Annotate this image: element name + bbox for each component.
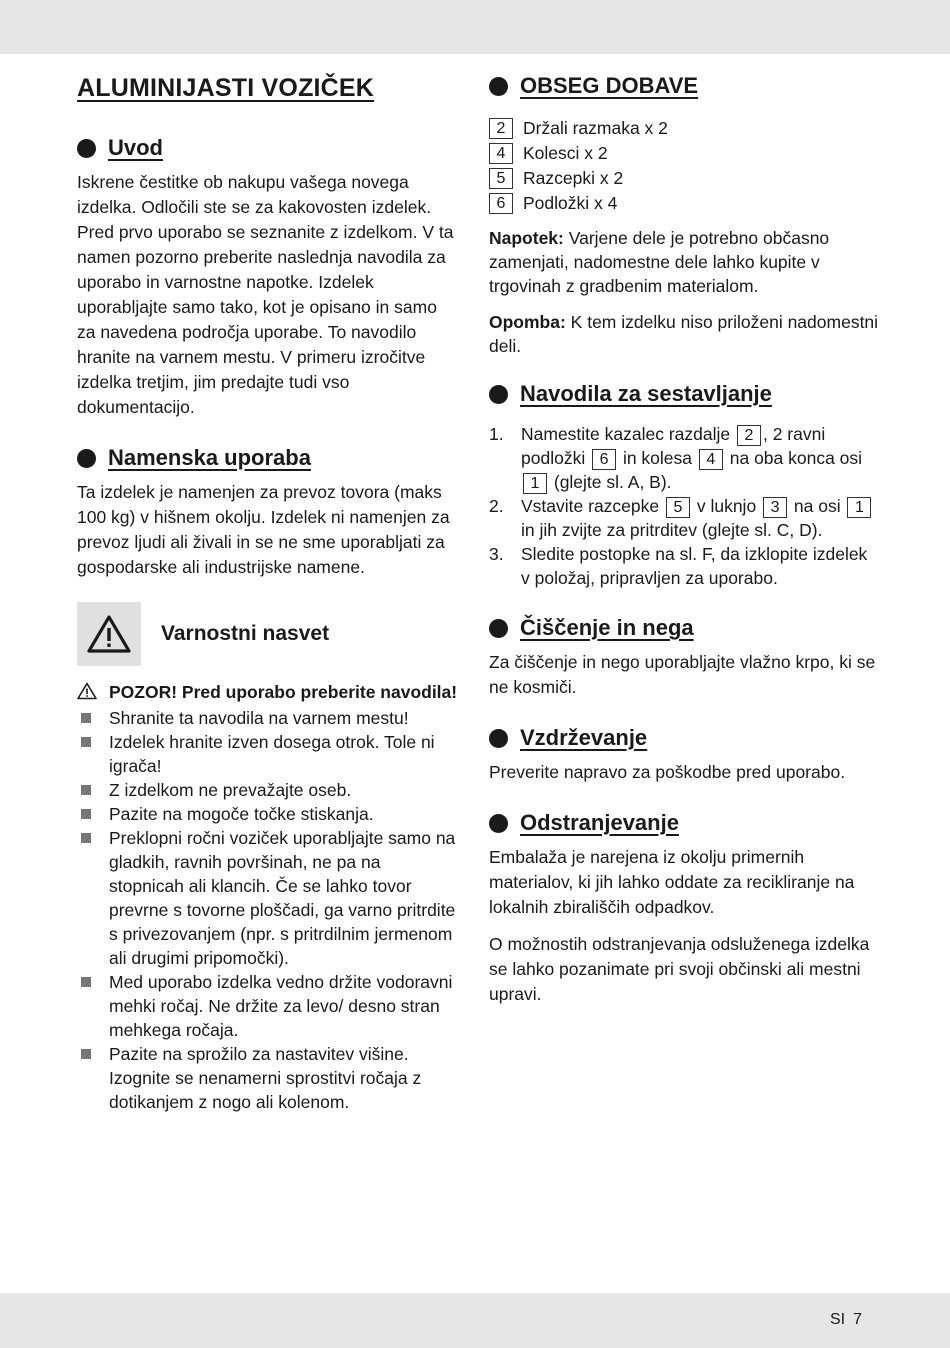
header-band (0, 0, 950, 54)
assembly-steps (489, 422, 879, 590)
heading-navodila-text: Navodila za sestavljanje (520, 381, 772, 406)
heading-obseg-text: OBSEG DOBAVE (520, 73, 699, 98)
square-bullet-icon (77, 826, 109, 970)
part-number-box: 1 (847, 497, 871, 518)
heading-vzdrzevanje (489, 722, 879, 754)
list-item-text: Med uporabo izdelka vedno držite vodoravni mehki ročaj. Ne držite za levo/ desno stran mehkega ročaja. (109, 972, 453, 1040)
heading-namenska-uporaba (77, 442, 459, 474)
varnostni-nasvet-heading: Varnostni nasvet (161, 622, 330, 645)
heading-uvod (77, 132, 459, 164)
part-item (489, 141, 879, 166)
square-bullet-icon (77, 802, 109, 826)
bullet-dot-icon (77, 139, 96, 158)
odstranjevanje-text-1: Embalaža je narejena iz okolju primernih materialov, ki jih lahko oddate za recikliranje na lokalnih zbirališčih odpadkov. (489, 847, 855, 917)
vzdrzevanje-text: Preverite napravo za poškodbe pred uporabo. (489, 762, 846, 782)
part-number-box: 2 (737, 425, 761, 446)
list-item-text: Preklopni ročni voziček uporabljajte samo na gladkih, ravnih površinah, ne pa na stopnicah ali klancih. Če se lahko tovor prevrne s tovorne ploščadi, ga varno pritrdite s privezovanjem (npr. s pritrdilnim jermenom ali drugimi pripomočki). (109, 828, 456, 968)
uvod-text: Iskrene čestitke ob nakupu vašega novega izdelka. Odločili ste se za kakovosten izdelek. Pred prvo uporabo se seznanite z izdelkom. V ta namen pozorno preberite naslednja navodila za uporabo in varnostne napotke. Izdelek uporabljajte samo tako, kot je opisano in samo za navedena področja uporabe. To navodilo hranite na varnem mestu. V primeru izročitve izdelka tretjim, jim predajte tudi vso dokumentacijo. (77, 172, 454, 417)
footer-language: SI (829, 1311, 846, 1328)
pozor-warning (77, 680, 459, 706)
part-number-box: 4 (489, 143, 513, 164)
list-item-text: Z izdelkom ne prevažajte oseb. (109, 780, 352, 800)
part-number-box: 5 (489, 168, 513, 189)
list-item-text: Pazite na mogoče točke stiskanja. (109, 804, 374, 824)
part-number-box: 6 (489, 193, 513, 214)
odstranjevanje-text-2: O možnostih odstranjevanja odsluženega izdelka se lahko pozanimate pri svoji občinski ali mestni upravi. (489, 934, 870, 1004)
heading-navodila (489, 378, 879, 410)
section-ciscenje (489, 612, 879, 700)
heading-odstranjevanje-text: Odstranjevanje (520, 810, 679, 835)
section-uvod (77, 132, 459, 420)
step-number: 1. (489, 424, 504, 444)
bullet-dot-icon (489, 729, 508, 748)
bullet-dot-icon (489, 619, 508, 638)
part-item (489, 166, 879, 191)
list-item (77, 1042, 459, 1114)
step-fragment: in jih zvijte za pritrditev (glejte sl. C, D). (521, 520, 823, 540)
heading-uvod-text: Uvod (108, 135, 163, 160)
step-2 (489, 494, 879, 542)
safety-list (77, 706, 459, 1114)
step-fragment: (glejte sl. A, B). (549, 472, 672, 492)
part-text: Držali razmaka x 2 (523, 118, 668, 138)
section-varnostni-nasvet (77, 602, 459, 1114)
list-item (77, 778, 459, 802)
step-fragment: , 2 ravni podložki (521, 424, 826, 468)
napotek-text: Varjene dele je potrebno občasno zamenjati, nadomestne dele lahko kupite v trgovinah z gradbenim materialom. (489, 228, 830, 296)
opomba-label: Opomba: (489, 312, 566, 332)
step-text: Sledite postopke na sl. F, da izklopite izdelek v položaj, pripravljen za uporabo. (521, 544, 868, 588)
part-number-box: 5 (666, 497, 690, 518)
bullet-dot-icon (489, 77, 508, 96)
step-fragment: Vstavite razcepke (521, 496, 664, 516)
part-item (489, 191, 879, 216)
warning-triangle-icon (77, 602, 141, 666)
step-fragment: na osi (789, 496, 846, 516)
step-1 (489, 422, 879, 494)
part-number-box: 6 (592, 449, 616, 470)
bullet-dot-icon (489, 814, 508, 833)
step-3 (489, 542, 879, 590)
left-column (77, 70, 459, 1114)
opomba-note (489, 310, 879, 358)
heading-namenska-text: Namenska uporaba (108, 445, 311, 470)
part-item (489, 116, 879, 141)
pozor-text: POZOR! Pred uporabo preberite navodila! (109, 682, 458, 702)
heading-vzdrzevanje-text: Vzdrževanje (520, 725, 648, 750)
square-bullet-icon (77, 730, 109, 778)
section-namenska-uporaba (77, 442, 459, 580)
page-number: 7 (853, 1311, 862, 1328)
parts-list (489, 116, 879, 216)
part-text: Podložki x 4 (523, 193, 618, 213)
section-obseg-dobave (489, 70, 879, 358)
list-item (77, 970, 459, 1042)
square-bullet-icon (77, 778, 109, 802)
napotek-label: Napotek: (489, 228, 564, 248)
list-item-text: Pazite na sprožilo za nastavitev višine. Izognite se nenamerni sprostitvi ročaja z dotikanjem z nogo ali kolenom. (109, 1044, 422, 1112)
footer-band (0, 1293, 950, 1348)
part-number-box: 1 (523, 473, 547, 494)
step-number: 2. (489, 496, 504, 516)
list-item (77, 706, 459, 730)
heading-obseg-dobave (489, 70, 879, 102)
section-vzdrzevanje (489, 722, 879, 785)
page-title: ALUMINIJASTI VOZIČEK (77, 74, 375, 102)
heading-odstranjevanje (489, 807, 879, 839)
step-fragment: in kolesa (618, 448, 697, 468)
part-text: Kolesci x 2 (523, 143, 608, 163)
heading-ciscenje-text: Čiščenje in nega (520, 615, 694, 640)
bullet-dot-icon (489, 385, 508, 404)
section-odstranjevanje (489, 807, 879, 1007)
list-item-text: Izdelek hranite izven dosega otrok. Tole ni igrača! (109, 732, 435, 776)
warning-small-icon (77, 680, 109, 706)
part-number-box: 2 (489, 118, 513, 139)
page-footer (822, 1311, 862, 1329)
section-navodila (489, 378, 879, 590)
warning-header (77, 602, 459, 666)
part-number-box: 3 (763, 497, 787, 518)
heading-ciscenje (489, 612, 879, 644)
namenska-text: Ta izdelek je namenjen za prevoz tovora (maks 100 kg) v hišnem okolju. Izdelek ni namenjen za prevoz ljudi ali živali in se ne sme uporabljati za gospodarske ali industrijske namene. (77, 482, 450, 577)
napotek-note (489, 226, 879, 298)
step-text (521, 422, 879, 494)
square-bullet-icon (77, 706, 109, 730)
opomba-text: K tem izdelku niso priloženi nadomestni deli. (489, 312, 879, 356)
list-item (77, 826, 459, 970)
part-number-box: 4 (699, 449, 723, 470)
bullet-dot-icon (77, 449, 96, 468)
step-fragment: v luknjo (691, 496, 762, 516)
ciscenje-text: Za čiščenje in nego uporabljajte vlažno krpo, ki se ne kosmiči. (489, 652, 876, 697)
step-number: 3. (489, 544, 504, 564)
part-text: Razcepki x 2 (523, 168, 624, 188)
step-fragment: na oba konca osi (724, 448, 863, 468)
list-item (77, 802, 459, 826)
step-text (521, 494, 879, 542)
square-bullet-icon (77, 1042, 109, 1114)
square-bullet-icon (77, 970, 109, 1042)
list-item-text: Shranite ta navodila na varnem mestu! (109, 708, 409, 728)
list-item (77, 730, 459, 778)
right-column (489, 70, 879, 1029)
step-fragment: Namestite kazalec razdalje (521, 424, 735, 444)
